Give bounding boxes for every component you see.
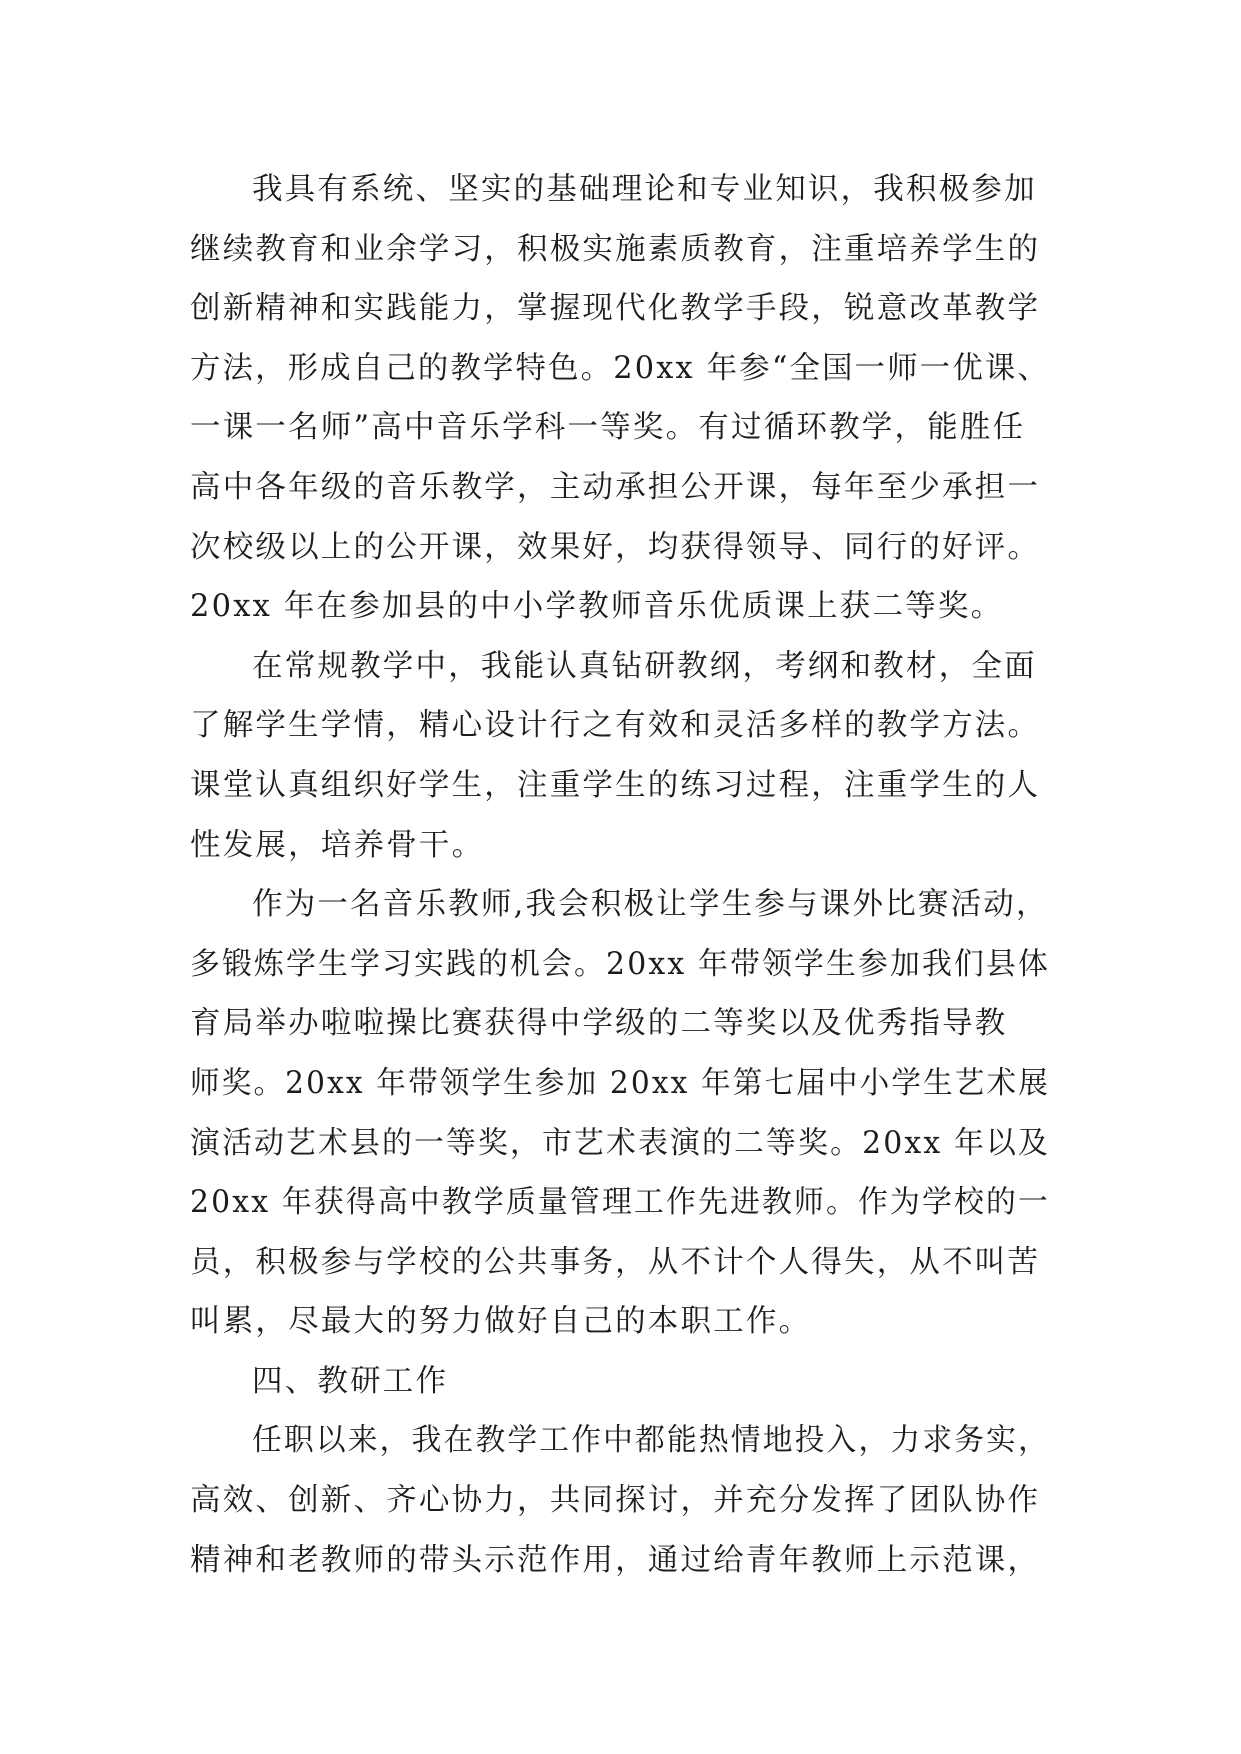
text-line: 作为一名音乐教师,我会积极让学生参与课外比赛活动， xyxy=(252,887,1049,923)
text-line: 叫累，尽最大的努力做好自己的本职工作。 xyxy=(190,1304,812,1340)
text-line: 一课一名师”高中音乐学科一等奖。有过循环教学，能胜任 xyxy=(190,410,1026,446)
text-line: 20xx 年在参加县的中小学教师音乐优质课上获二等奖。 xyxy=(190,589,1004,625)
text-line: 育局举办啦啦操比赛获得中学级的二等奖以及优秀指导教 xyxy=(190,1006,1008,1042)
text-line: 我具有系统、坚实的基础理论和专业知识，我积极参加 xyxy=(252,172,1037,207)
text-line: 高效、创新、齐心协力，共同探讨，并充分发挥了团队协作 xyxy=(190,1483,1041,1519)
text-line: 了解学生学情，精心设计行之有效和灵活多样的教学方法。 xyxy=(190,708,1041,744)
section-heading: 四、教研工作 xyxy=(252,1363,449,1399)
text-line: 员，积极参与学校的公共事务，从不计个人得失，从不叫苦 xyxy=(190,1244,1041,1280)
text-line: 20xx 年获得高中教学质量管理工作先进教师。作为学校的一 xyxy=(190,1185,1050,1221)
body-text xyxy=(190,160,1050,1590)
text-line: 多锻炼学生学习实践的机会。20xx 年带领学生参加我们县体 xyxy=(190,946,1050,982)
text-line: 师奖。20xx 年带领学生参加 20xx 年第七届中小学生艺术展 xyxy=(190,1065,1050,1101)
text-line: 创新精神和实践能力，掌握现代化教学手段，锐意改革教学 xyxy=(190,291,1041,327)
text-line: 精神和老教师的带头示范作用，通过给青年教师上示范课， xyxy=(190,1542,1041,1578)
text-line: 性发展，培养骨干。 xyxy=(190,827,485,863)
text-line: 方法，形成自己的教学特色。20xx 年参“全国一师一优课、 xyxy=(190,350,1050,386)
text-line: 课堂认真组织好学生，注重学生的练习过程，注重学生的人 xyxy=(190,767,1041,803)
text-line: 任职以来，我在教学工作中都能热情地投入，力求务实， xyxy=(252,1423,1050,1459)
text-line: 继续教育和业余学习，积极实施素质教育，注重培养学生的 xyxy=(190,231,1041,267)
text-line: 在常规教学中，我能认真钻研教纲，考纲和教材，全面 xyxy=(252,648,1037,684)
text-line: 演活动艺术县的一等奖，市艺术表演的二等奖。20xx 年以及 xyxy=(190,1125,1050,1161)
text-line: 高中各年级的音乐教学，主动承担公开课，每年至少承担一 xyxy=(190,469,1041,505)
text-line: 次校级以上的公开课，效果好，均获得领导、同行的好评。 xyxy=(190,529,1041,565)
